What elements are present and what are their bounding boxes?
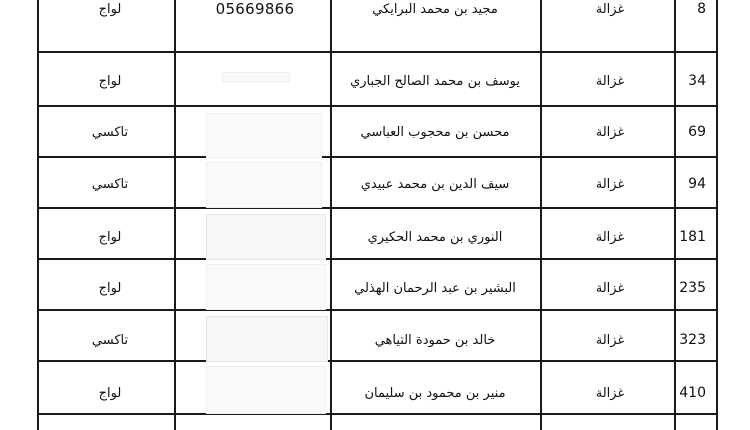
row-city: غزالة <box>595 385 625 401</box>
row-divider <box>37 309 718 311</box>
row-divider <box>37 258 718 260</box>
row-city: غزالة <box>595 73 625 89</box>
column-divider <box>540 0 542 430</box>
row-type: لواج <box>98 229 122 245</box>
redacted-phone-blur <box>206 113 322 158</box>
redacted-phone-blur <box>206 264 326 310</box>
redacted-phone-blur <box>206 214 326 260</box>
redacted-phone-blur <box>222 72 290 82</box>
column-divider <box>174 0 176 430</box>
row-divider <box>37 105 718 107</box>
redacted-phone-blur <box>206 366 326 414</box>
row-number: 410 <box>679 385 706 401</box>
row-name: منير بن محمود بن سليمان <box>364 385 506 401</box>
column-divider <box>330 0 332 430</box>
row-number: 323 <box>679 332 706 348</box>
row-type: تاكسي <box>91 176 129 192</box>
table-border-right <box>716 0 718 430</box>
row-city: غزالة <box>595 332 625 348</box>
redacted-phone-blur <box>206 162 322 208</box>
row-number: 235 <box>679 280 706 296</box>
row-divider <box>37 156 718 158</box>
row-number: 69 <box>688 124 706 140</box>
column-divider <box>674 0 676 430</box>
row-name: النوري بن محمد الحكيري <box>367 229 503 245</box>
row-number: 94 <box>688 176 706 192</box>
row-name: خالد بن حمودة التياهي <box>374 332 496 348</box>
table-border-left <box>37 0 39 430</box>
row-divider <box>37 413 718 415</box>
row-type: لواج <box>98 280 122 296</box>
row-number: 8 <box>697 1 706 17</box>
row-city: غزالة <box>595 1 625 17</box>
row-type: تاكسي <box>91 332 129 348</box>
row-city: غزالة <box>595 229 625 245</box>
row-name: مجيد بن محمد البرايكي <box>372 1 498 17</box>
row-number: 181 <box>679 229 706 245</box>
row-name: البشير بن عبد الرحمان الهذلي <box>354 280 516 296</box>
row-divider <box>37 51 718 53</box>
row-type: لواج <box>98 385 122 401</box>
row-type: تاكسي <box>91 124 129 140</box>
row-city: غزالة <box>595 176 625 192</box>
row-name: يوسف بن محمد الصالح الجباري <box>350 73 520 89</box>
row-divider <box>37 207 718 209</box>
row-phone: 05669866 <box>215 0 295 18</box>
row-name: سيف الدين بن محمد عبيدي <box>360 176 510 192</box>
row-type: لواج <box>98 1 122 17</box>
row-divider <box>37 360 718 362</box>
row-name: محسن بن محجوب العباسي <box>360 124 510 140</box>
redacted-phone-blur <box>206 316 328 362</box>
row-city: غزالة <box>595 280 625 296</box>
row-number: 34 <box>688 73 706 89</box>
row-city: غزالة <box>595 124 625 140</box>
row-type: لواج <box>98 73 122 89</box>
